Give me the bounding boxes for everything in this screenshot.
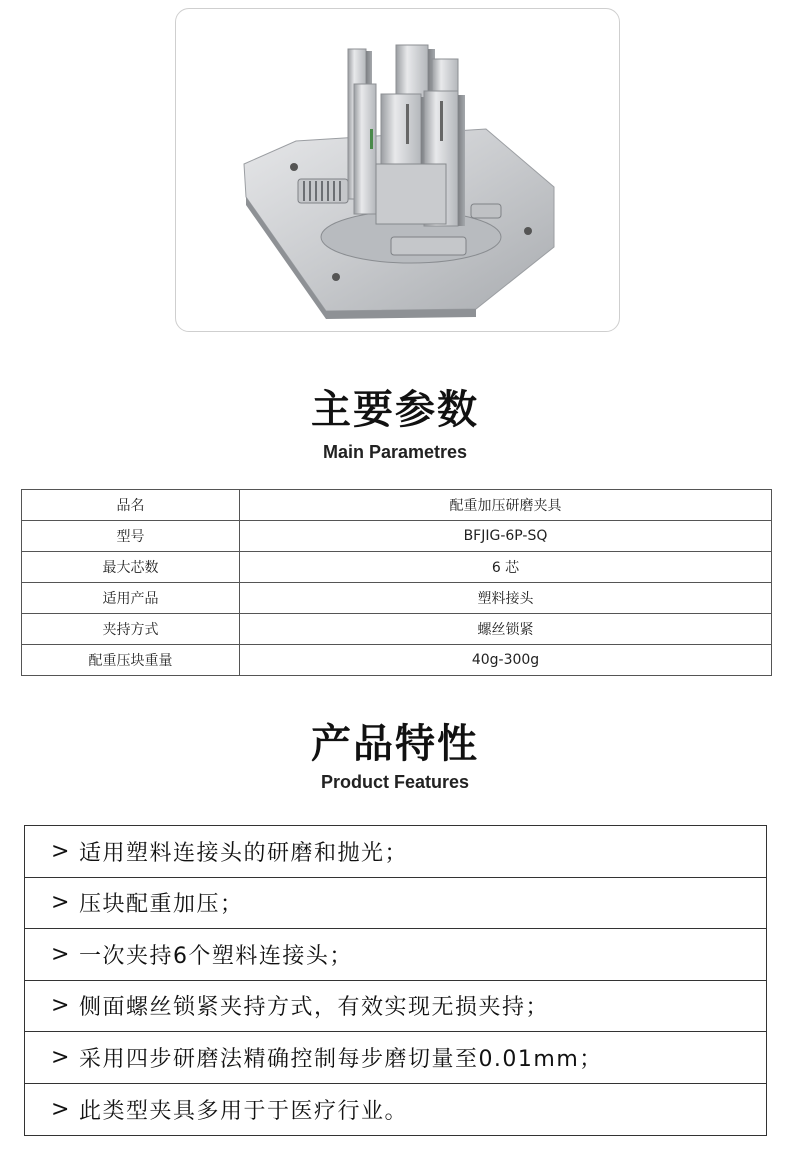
param-value: 塑料接头 (240, 583, 772, 614)
features-subtitle: Product Features (320, 772, 470, 792)
param-key: 品名 (22, 490, 240, 521)
feature-text: 适用塑料连接头的研磨和抛光； (78, 840, 408, 866)
features-list (24, 825, 767, 1136)
product-photo-frame (175, 8, 620, 332)
table-row (22, 645, 772, 676)
param-key: 适用产品 (22, 583, 240, 614)
bullet-arrow: > (51, 1096, 71, 1122)
feature-text: 一次夹持6个塑料连接头； (78, 943, 353, 969)
param-value: BFJIG-6P-SQ (240, 521, 772, 552)
param-value: 配重加压研磨夹具 (240, 490, 772, 521)
feature-text: 侧面螺丝锁紧夹持方式，有效实现无损夹持； (78, 995, 549, 1021)
table-row (22, 552, 772, 583)
feature-text: 此类型夹具多用于于医疗行业。 (78, 1098, 408, 1124)
param-key: 配重压块重量 (22, 645, 240, 676)
param-value: 螺丝锁紧 (240, 614, 772, 645)
list-item (25, 1032, 766, 1084)
list-item (25, 1084, 766, 1136)
feature-text: 压块配重加压； (78, 892, 244, 918)
table-row (22, 490, 772, 521)
param-value: 40g-300g (240, 645, 772, 676)
bullet-arrow: > (51, 838, 71, 864)
params-table (21, 489, 772, 676)
bullet-arrow: > (51, 1044, 71, 1070)
param-key: 夹持方式 (22, 614, 240, 645)
param-value: 6 芯 (240, 552, 772, 583)
bullet-arrow: > (51, 993, 71, 1019)
bullet-arrow: > (51, 941, 71, 967)
fixture-photo (176, 9, 620, 332)
params-subtitle: Main Parametres (322, 442, 468, 462)
feature-text: 采用四步研磨法精确控制每步磨切量至0.01mm； (78, 1046, 603, 1072)
table-row (22, 614, 772, 645)
list-item (25, 878, 766, 930)
table-row (22, 583, 772, 614)
params-title: 主要参数 (311, 387, 479, 433)
bullet-arrow: > (51, 890, 71, 916)
table-row (22, 521, 772, 552)
param-key: 型号 (22, 521, 240, 552)
list-item (25, 981, 766, 1033)
features-title: 产品特性 (311, 721, 479, 767)
list-item (25, 826, 766, 878)
list-item (25, 929, 766, 981)
param-key: 最大芯数 (22, 552, 240, 583)
